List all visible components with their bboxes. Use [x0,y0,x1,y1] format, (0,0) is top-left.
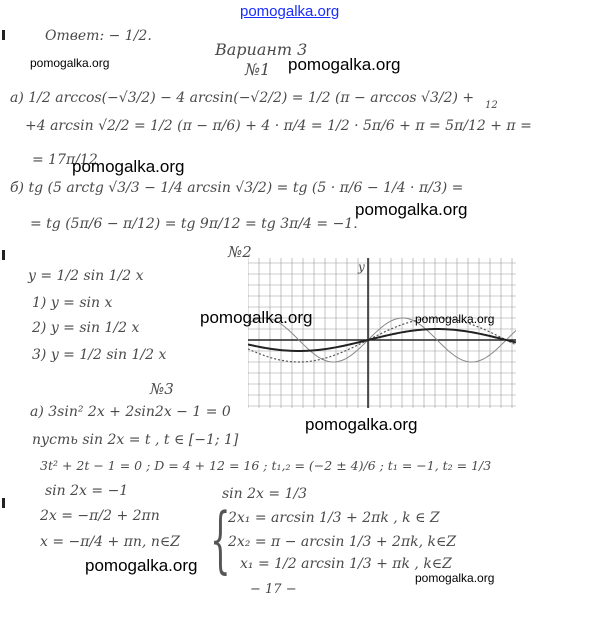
task-number-2: №2 [228,243,252,261]
watermark: pomogalka.org [415,571,495,585]
variant-heading: Вариант 3 [215,40,308,59]
function-main: y = 1/2 sin 1/2 x [28,268,144,284]
watermark-top-link[interactable]: pomogalka.org [240,3,340,20]
solution-c-right-3: 2x₂ = π − arcsin 1/3 + 2πk, k∈Z [228,534,457,550]
watermark: pomogalka.org [85,556,198,575]
page-number: − 17 − [250,582,297,597]
watermark: pomogalka.org [72,157,185,176]
y-axis-label: y [358,260,365,274]
function-step-1: 1) y = sin x [32,295,113,311]
watermark: pomogalka.org [305,415,418,434]
function-step-2: 2) y = sin 1/2 x [32,320,140,336]
solution-c-left-1: sin 2x = −1 [45,483,129,499]
watermark: pomogalka.org [415,312,495,326]
sine-graph [248,258,516,408]
solution-b-line-1: б) tg (5 arctg √3/3 − 1/4 arcsin √3/2) = tg (5 · π/6 − 1/4 · π/3) = [10,180,464,196]
function-step-3: 3) y = 1/2 sin 1/2 x [32,347,167,363]
solution-c-right-2: 2x₁ = arcsin 1/3 + 2πk , k ∈ Z [228,510,440,526]
solution-a-line-1: а) 1/2 arccos(−√3/2) − 4 arcsin(−√2/2) = 1/2 (π − arccos √3/2) + [10,90,475,106]
solution-c-left-2: 2x = −π/2 + 2πn [40,508,160,524]
watermark: pomogalka.org [30,56,110,70]
solution-c-line-1: а) 3sin² 2x + 2sin2x − 1 = 0 [30,404,231,420]
watermark: pomogalka.org [200,308,313,327]
solution-a-line-2: +4 arcsin √2/2 = 1/2 (π − π/6) + 4 · π/4 = 1/2 · 5π/6 + π = 5π/12 + π = [25,118,532,134]
system-brace: { [210,497,231,581]
edge-mark [2,30,5,40]
solution-c-right-4: x₁ = 1/2 arcsin 1/3 + πk , k∈Z [240,556,452,572]
watermark: pomogalka.org [355,200,468,219]
solution-c-line-2: пусть sin 2x = t , t ∈ [−1; 1] [32,432,239,448]
task-number-1: №1 [245,60,271,79]
solution-b-line-2: = tg (5π/6 − π/12) = tg 9π/12 = tg 3π/4 = −1. [30,216,358,232]
watermark: pomogalka.org [288,55,401,74]
solution-c-left-3: x = −π/4 + πn, n∈Z [40,534,180,550]
solution-c-line-3: 3t² + 2t − 1 = 0 ; D = 4 + 12 = 16 ; t₁,₂ = (−2 ± 4)/6 ; t₁ = −1, t₂ = 1/3 [40,458,492,473]
edge-mark [2,498,5,508]
edge-mark [2,250,5,260]
solution-a-exponent: 12 [485,100,498,111]
solution-c-right-1: sin 2x = 1/3 [222,486,308,502]
task-number-3: №3 [150,380,174,398]
answer-line: Ответ: − 1/2. [45,28,152,44]
solution-a-result: = 17π/12 [32,152,98,168]
